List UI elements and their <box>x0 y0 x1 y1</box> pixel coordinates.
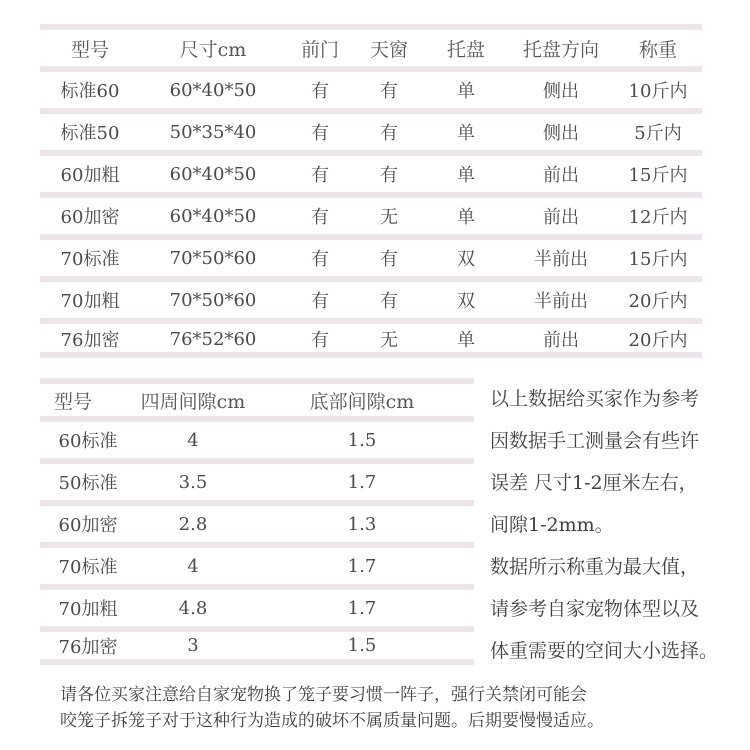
cell: 1.7 <box>347 597 377 619</box>
cell: 有 <box>311 165 329 186</box>
cell: 4 <box>187 429 199 451</box>
cell: 单 <box>457 123 475 144</box>
table-row <box>40 422 474 458</box>
table-divider <box>40 659 474 665</box>
cell: 70加粗 <box>58 599 118 620</box>
cell: 前出 <box>543 330 579 351</box>
cell: 60加密 <box>58 515 118 536</box>
cell: 4.8 <box>178 597 208 619</box>
table-row <box>40 282 702 318</box>
table-row <box>40 114 702 150</box>
table-row <box>40 548 474 584</box>
cell: 4 <box>187 555 199 577</box>
header-cell: 托盘方向 <box>522 38 599 61</box>
cell: 双 <box>457 291 475 312</box>
cell: 60加粗 <box>60 165 120 186</box>
cell: 70标准 <box>60 249 120 270</box>
cell: 76加密 <box>60 330 120 351</box>
cell: 5斤内 <box>634 123 682 144</box>
cell: 2.8 <box>178 513 208 535</box>
note-line: 请参考自家宠物体型以及 <box>490 598 700 620</box>
cell: 15斤内 <box>628 165 688 186</box>
cell: 半前出 <box>534 291 588 312</box>
note-line: 间隙1-2mm。 <box>490 514 614 536</box>
cell: 15斤内 <box>628 249 688 270</box>
cell: 有 <box>311 291 329 312</box>
cell: 单 <box>457 330 475 351</box>
cell: 1.7 <box>347 471 377 493</box>
cell: 单 <box>457 207 475 228</box>
cell: 半前出 <box>534 249 588 270</box>
cell: 无 <box>380 330 398 351</box>
cell: 76*52*60 <box>169 328 257 350</box>
cell: 有 <box>311 123 329 144</box>
note-line: 误差 尺寸1-2厘米左右， <box>490 472 698 494</box>
header-cell: 型号 <box>54 390 93 413</box>
table-row <box>40 156 702 192</box>
cell: 3 <box>187 635 199 656</box>
header-cell: 称重 <box>638 38 677 61</box>
footer-line: 请各位买家注意给自家宠物换了笼子要习惯一阵子，强行关禁闭可能会 <box>60 685 587 705</box>
cell: 前出 <box>543 165 579 186</box>
cell: 1.5 <box>347 429 377 451</box>
table-row <box>40 590 474 626</box>
note-line: 体重需要的空间大小选择。 <box>490 640 719 662</box>
header-cell: 尺寸cm <box>179 38 247 61</box>
table-row <box>40 506 474 542</box>
cell: 60*40*50 <box>169 79 257 101</box>
cell: 侧出 <box>543 123 579 144</box>
note-line: 因数据手工测量会有些许 <box>490 430 700 452</box>
cell: 标准50 <box>60 123 120 144</box>
table-row <box>40 240 702 276</box>
cell: 70*50*60 <box>169 289 257 311</box>
note-line: 数据所示称重为最大值， <box>490 556 700 578</box>
cell: 70*50*60 <box>169 247 257 269</box>
header-cell: 天窗 <box>369 38 408 61</box>
cell: 侧出 <box>543 81 579 102</box>
cell: 有 <box>380 291 398 312</box>
header-cell: 托盘 <box>446 38 485 61</box>
table-header-row <box>40 30 702 66</box>
cell: 60加密 <box>60 207 120 228</box>
cell: 1.3 <box>347 513 377 535</box>
cell: 60*40*50 <box>169 163 257 185</box>
cell: 60*40*50 <box>169 205 257 227</box>
cell: 70标准 <box>58 557 118 578</box>
cell: 双 <box>457 249 475 270</box>
header-cell: 型号 <box>70 38 109 61</box>
cell: 单 <box>457 165 475 186</box>
cell: 前出 <box>543 207 579 228</box>
table-row <box>40 198 702 234</box>
cell: 有 <box>311 249 329 270</box>
cell: 有 <box>311 207 329 228</box>
note-line: 以上数据给买家作为参考 <box>490 388 700 410</box>
footer-line: 咬笼子拆笼子对于这种行为造成的破坏不属质量问题。后期要慢慢适应。 <box>60 711 604 731</box>
cell: 1.5 <box>347 635 377 656</box>
table-header-row <box>40 384 474 416</box>
cell: 10斤内 <box>628 81 688 102</box>
cell: 70加粗 <box>60 291 120 312</box>
table-row <box>40 632 474 659</box>
cell: 有 <box>380 123 398 144</box>
table-row <box>40 72 702 108</box>
cell: 1.7 <box>347 555 377 577</box>
cell: 有 <box>311 330 329 351</box>
cell: 标准60 <box>60 81 120 102</box>
cell: 60标准 <box>58 431 118 452</box>
cell: 20斤内 <box>628 291 688 312</box>
cell: 无 <box>380 207 398 228</box>
table-row <box>40 324 702 354</box>
cell: 有 <box>311 81 329 102</box>
header-cell: 四周间隙cm <box>140 390 246 413</box>
header-cell: 底部间隙cm <box>309 390 415 413</box>
cell: 有 <box>380 165 398 186</box>
cell: 有 <box>380 249 398 270</box>
cell: 3.5 <box>178 471 208 493</box>
cell: 50标准 <box>58 473 118 494</box>
table-row <box>40 464 474 500</box>
cell: 有 <box>380 81 398 102</box>
header-cell: 前门 <box>300 38 339 61</box>
cell: 单 <box>457 81 475 102</box>
cell: 20斤内 <box>628 330 688 351</box>
cell: 76加密 <box>58 636 118 658</box>
cell: 12斤内 <box>628 207 688 228</box>
cell: 50*35*40 <box>169 121 257 143</box>
